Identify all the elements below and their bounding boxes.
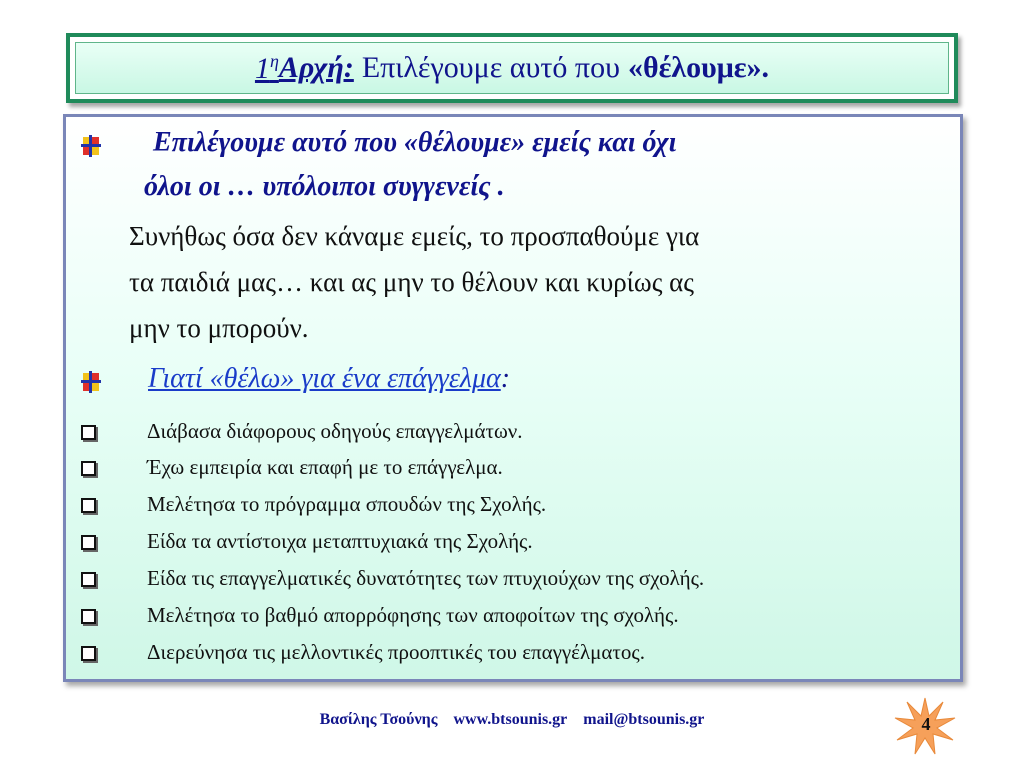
list-item: Διερεύνησα τις μελλοντικές προοπτικές του επαγγέλματος. (147, 640, 645, 664)
footer-website-link[interactable]: www.btsounis.gr (453, 711, 568, 728)
list-item: Είδα τα αντίστοιχα μεταπτυχιακά της Σχολής. (147, 529, 533, 553)
checkbox-bullet-icon (81, 609, 96, 624)
section1-body-line1: Συνήθως όσα δεν κάναμε εμείς, το προσπαθούμε για (129, 221, 700, 251)
title-lead: Αρχή: (278, 51, 354, 84)
section1-body-line3: μην το μπορούν. (129, 313, 309, 343)
section2-heading-link[interactable]: Γιατί «θέλω» για ένα επάγγελμα (148, 363, 501, 394)
footer (0, 711, 1024, 729)
list-item: Μελέτησα το πρόγραμμα σπουδών της Σχολής. (147, 492, 547, 516)
checkbox-bullet-icon (81, 461, 96, 476)
checkbox-bullet-icon (81, 425, 96, 440)
section1-body-line2: τα παιδιά μας… και ας μην το θέλουν και κυρίως ας (129, 267, 694, 297)
list-item: Διάβασα διάφορους οδηγούς επαγγελμάτων. (147, 419, 523, 443)
section1-heading-line1: Επιλέγουμε αυτό που «θέλουμε» εμείς και όχι (153, 127, 677, 158)
list-item: Είδα τις επαγγελματικές δυνατότητες των πτυχιούχων της σχολής. (147, 566, 705, 590)
title-emphasis: «θέλουμε». (627, 51, 770, 84)
title-frame (66, 33, 958, 103)
checkbox-bullet-icon (81, 572, 96, 587)
section1-heading-line2: όλοι οι … υπόλοιποι συγγενείς . (144, 171, 505, 202)
list-item: Μελέτησα το βαθμό απορρόφησης των αποφοίτων της σχολής. (147, 603, 679, 627)
list-item: Έχω εμπειρία και επαφή με το επάγγελμα. (147, 455, 503, 479)
title-number: $1^\eta$ (254, 50, 279, 85)
footer-email-link[interactable]: mail@btsounis.gr (583, 711, 705, 728)
checkbox-bullet-icon (81, 646, 96, 661)
footer-author: Βασίλης Τσούνης (319, 711, 438, 728)
page-number: 4 (921, 714, 931, 734)
bullet-flag-icon (81, 371, 101, 393)
slide-title (75, 42, 949, 94)
checkbox-bullet-icon (81, 498, 96, 513)
checkbox-bullet-icon (81, 535, 96, 550)
bullet-flag-icon (81, 135, 101, 157)
content-panel (63, 114, 963, 682)
title-text: Επιλέγουμε αυτό που (361, 51, 620, 84)
section2-heading: Γιατί «θέλω» για ένα επάγγελμα: (148, 363, 511, 394)
